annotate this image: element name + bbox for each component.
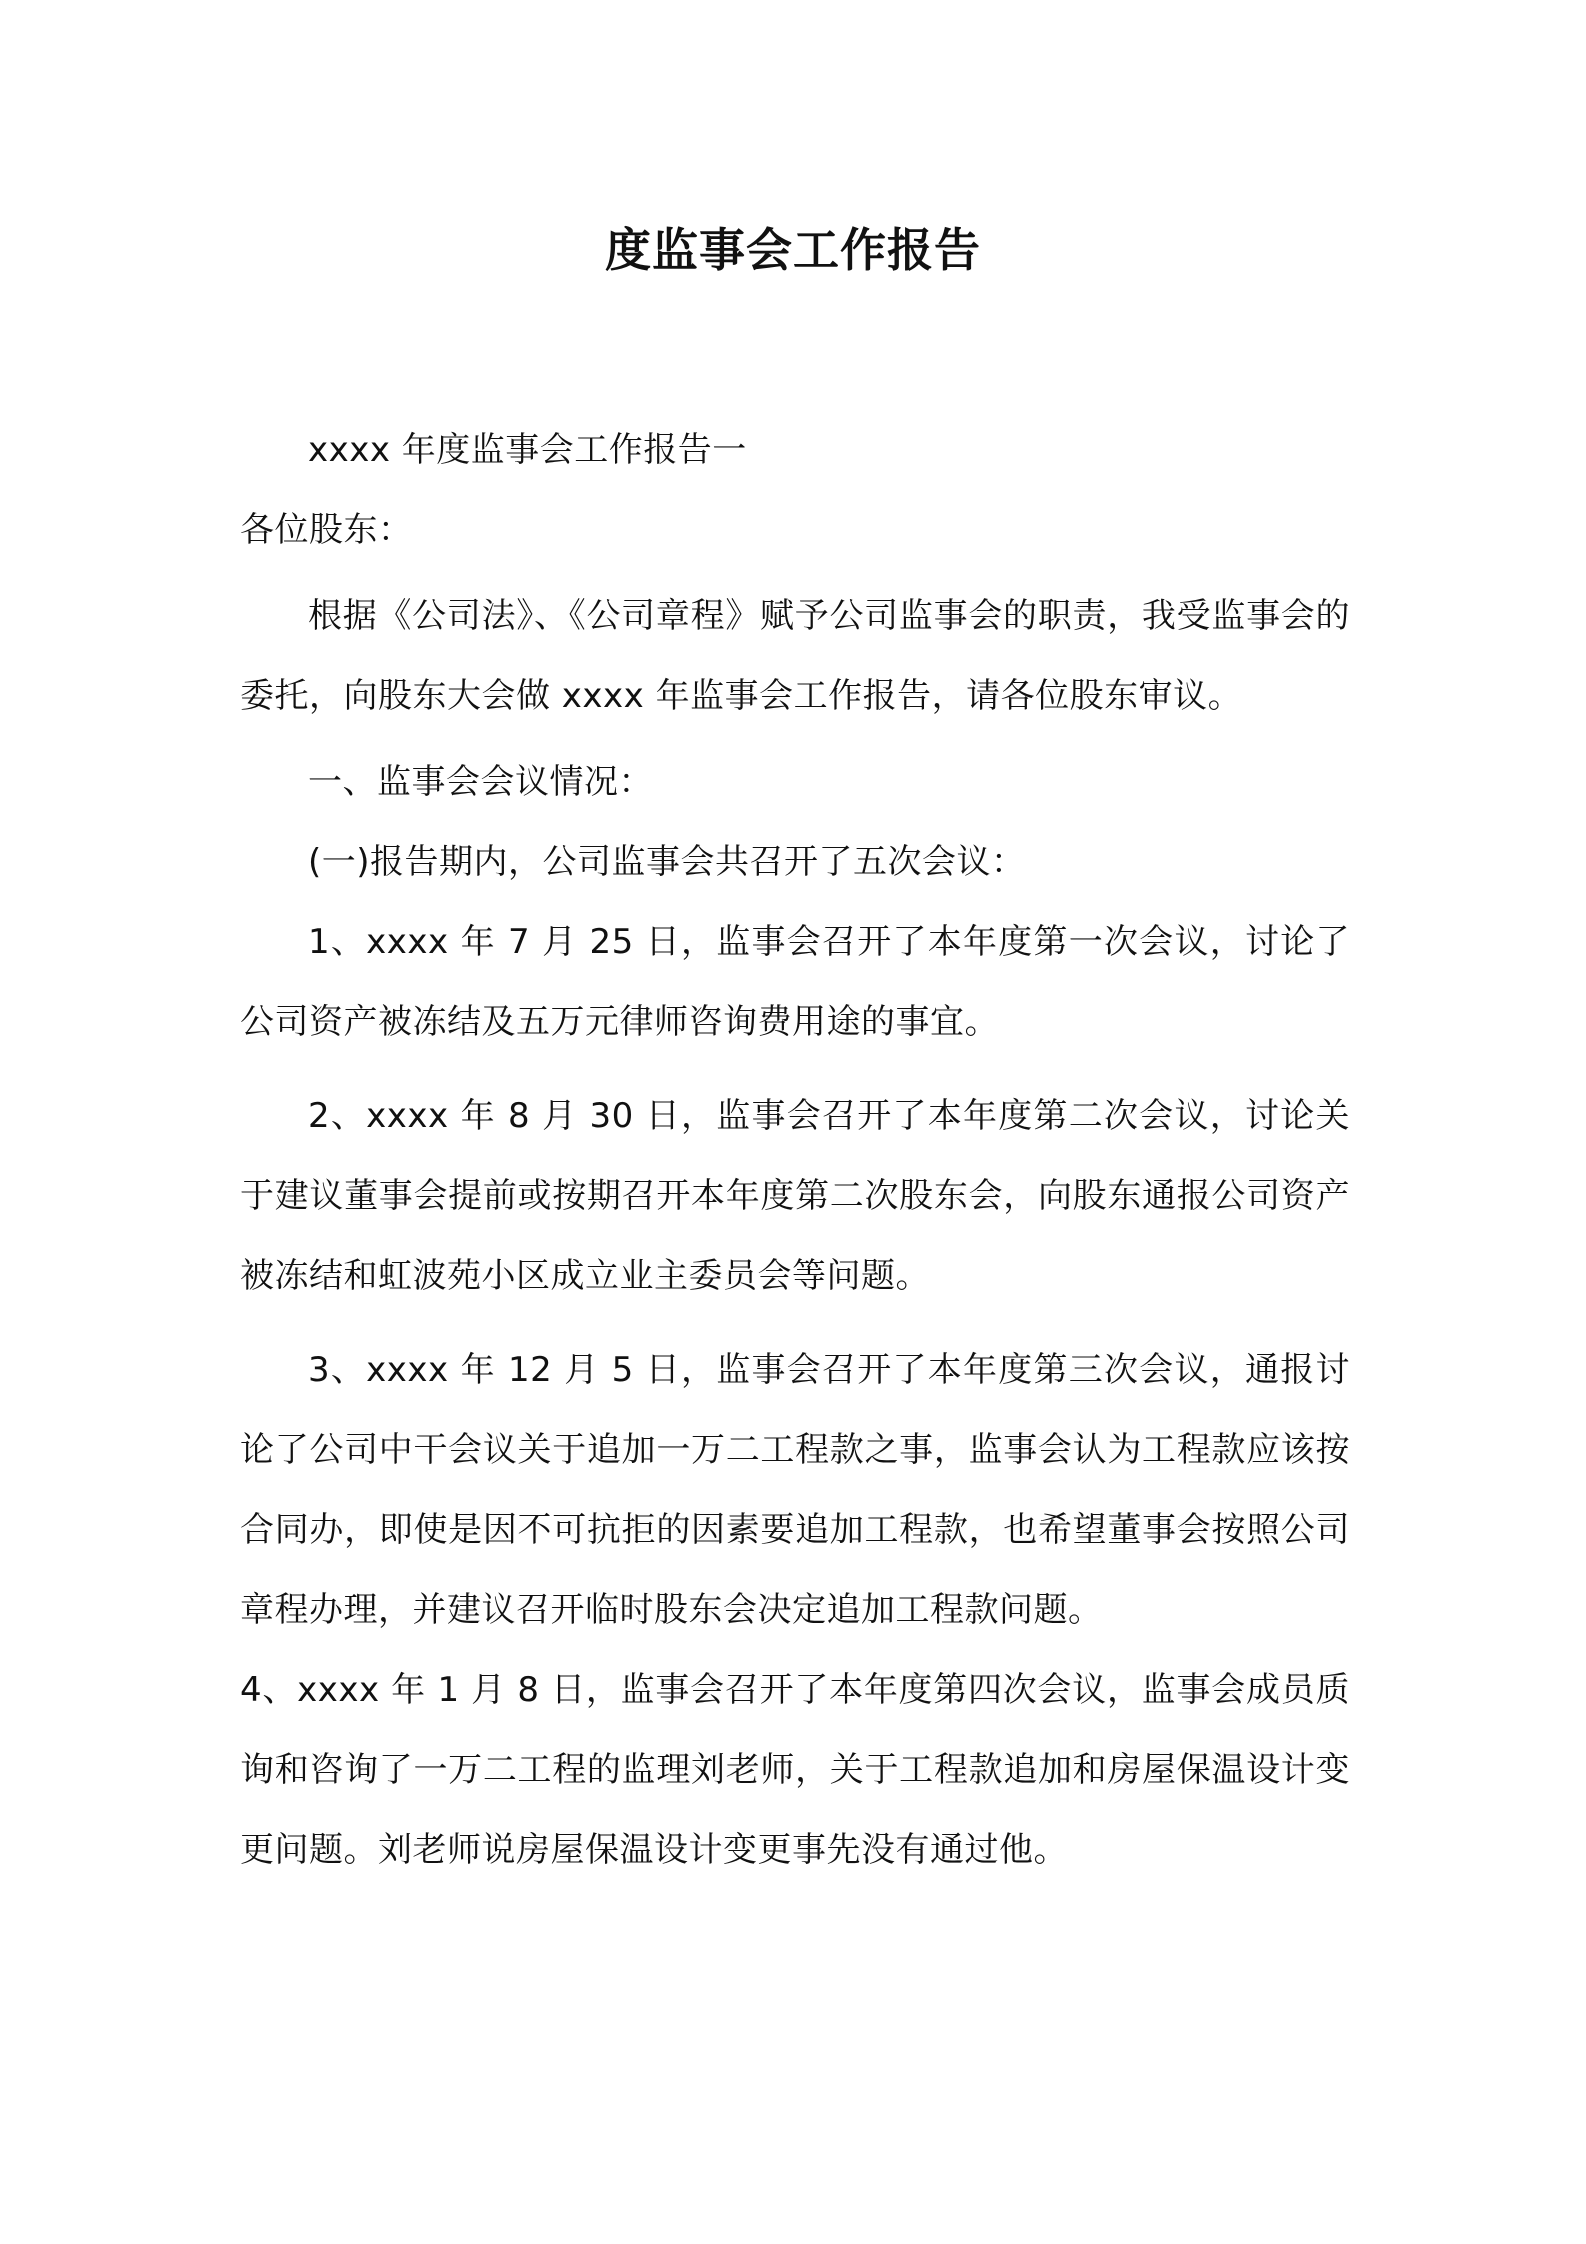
document-body	[240, 410, 1350, 1890]
document-title: 度监事会工作报告	[605, 223, 981, 277]
paragraph-meeting-2: 2、xxxx 年 8 月 30 日，监事会召开了本年度第二次会议，讨论关于建议董事会提前或按期召开本年度第二次股东会，向股东通报公司资产被冻结和虹波苑小区成立业主委员会等问题。	[240, 1096, 1350, 1296]
paragraph-meeting-4: 4、xxxx 年 1 月 8 日，监事会召开了本年度第四次会议，监事会成员质询和咨询了一万二工程的监理刘老师，关于工程款追加和房屋保温设计变更问题。刘老师说房屋保温设计变更事先没有通过他。	[240, 1670, 1350, 1870]
paragraph-section-heading: 一、监事会会议情况：	[308, 762, 653, 802]
paragraph-meeting-1: 1、xxxx 年 7 月 25 日，监事会召开了本年度第一次会议，讨论了公司资产被冻结及五万元律师咨询费用途的事宜。	[240, 922, 1350, 1042]
paragraph-report-heading: xxxx 年度监事会工作报告一	[308, 430, 747, 470]
paragraph-meeting-3: 3、xxxx 年 12 月 5 日，监事会召开了本年度第三次会议，通报讨论了公司中干会议关于追加一万二工程款之事，监事会认为工程款应该按合同办，即使是因不可抗拒的因素要追加工程款，也希望董事会按照公司章程办理，并建议召开临时股东会决定追加工程款问题。	[240, 1350, 1350, 1630]
paragraph-subsection-heading: (一)报告期内，公司监事会共召开了五次会议：	[308, 842, 1026, 882]
paragraph-intro: 根据《公司法》、《公司章程》赋予公司监事会的职责，我受监事会的委托，向股东大会做 xxxx 年监事会工作报告，请各位股东审议。	[240, 596, 1350, 716]
paragraph-salutation: 各位股东：	[240, 510, 413, 550]
